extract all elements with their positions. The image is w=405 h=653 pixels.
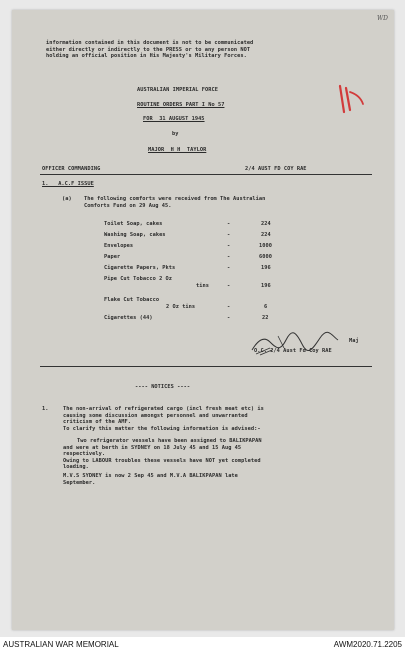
- red-annotation-mark: [334, 82, 366, 116]
- archive-reference-mark: WD: [377, 15, 388, 22]
- notice1-para2-line-3: respectively.: [63, 451, 106, 457]
- comfort-name: Flake Cut Tobacco: [104, 297, 160, 303]
- item1a-text-line-1: The following comforts were received from The Australian: [84, 196, 266, 202]
- by-label: by: [172, 131, 179, 137]
- comfort-dash: -: [227, 265, 231, 271]
- item1-heading: 1. A.C.F ISSUE: [42, 181, 94, 187]
- signature-rank: Maj: [349, 338, 359, 344]
- officer-commanding-label: OFFICER COMMANDING: [42, 166, 101, 172]
- notice1-line-4: To clarify this matter the following information is advised:-: [63, 425, 261, 432]
- comfort-qty: 224: [261, 232, 271, 238]
- notice1-line-3: criticism of the AMF.: [63, 419, 132, 425]
- comfort-dash: -: [227, 254, 231, 260]
- comfort-qty: 6: [264, 303, 268, 310]
- archive-footer: [0, 637, 405, 653]
- security-notice-line-1: information contained in this document is not to be communicated: [46, 40, 254, 46]
- comfort-qty: 196: [261, 265, 271, 271]
- notice1-para2-line-5: loading.: [63, 464, 89, 470]
- item1a-label: (a): [62, 196, 72, 202]
- comfort-dash: -: [227, 221, 231, 227]
- comfort-name-cont: 2 Oz tins: [166, 303, 196, 310]
- comfort-qty: 6000: [259, 254, 272, 260]
- comfort-dash: -: [227, 282, 231, 289]
- force-heading: AUSTRALIAN IMPERIAL FORCE: [137, 87, 218, 93]
- comfort-name: Washing Soap, cakes: [104, 232, 166, 238]
- comfort-name: Cigarette Papers, Pkts: [104, 265, 176, 271]
- notice1-para2-line-7: September.: [63, 479, 96, 486]
- notice1-para2-line-2: and were at berth in SYDNEY on 18 July 45 and 15 Aug 45: [63, 444, 242, 451]
- comfort-dash: -: [227, 303, 231, 310]
- orders-date: FOR 31 AUGUST 1945: [143, 116, 205, 122]
- comfort-dash: -: [227, 232, 231, 238]
- orders-heading: ROUTINE ORDERS PART I No 57: [137, 102, 225, 108]
- comfort-dash: -: [227, 243, 231, 249]
- comfort-qty: 1000: [259, 243, 272, 249]
- comfort-qty: 22: [262, 315, 269, 321]
- notice1-para2-line-6: M.V.S SYDNEY is now 2 Sep 45 and M.V.A BALIKPAPAN late: [63, 473, 238, 479]
- header-divider: [40, 174, 372, 175]
- notice1-para2-line-4: Owing to LABOUR troubles these vessels have NOT yet completed: [63, 457, 261, 464]
- footer-accession-number: AWM2020.71.2205: [333, 640, 402, 649]
- section-divider: [40, 366, 372, 367]
- comfort-name: Pipe Cut Tobacco 2 Oz: [104, 276, 173, 282]
- comfort-name: Toilet Soap, cakes: [104, 221, 163, 227]
- comfort-dash: -: [227, 315, 231, 321]
- comfort-name: Envelopes: [104, 243, 134, 249]
- comfort-name-cont: tins: [196, 282, 209, 289]
- comfort-qty: 224: [261, 221, 271, 227]
- signature-block: O.C. 2/4 Aust Fd Coy RAE: [254, 348, 332, 354]
- comfort-qty: 196: [261, 282, 271, 289]
- footer-institution: AUSTRALIAN WAR MEMORIAL: [3, 640, 119, 649]
- comfort-name: Cigarettes (44): [104, 315, 153, 321]
- notice1-line-2: causing some discussion amongst personnel and unwarranted: [63, 412, 248, 419]
- notice1-para2-line-1: Two refrigerator vessels have been assigned to BALIKPAPAN: [77, 438, 262, 444]
- unit-name: 2/4 AUST FD COY RAE: [245, 166, 307, 172]
- comfort-name: Paper: [104, 254, 121, 260]
- author-name: MAJOR H H TAYLOR: [148, 147, 207, 153]
- notice1-label: 1.: [42, 406, 49, 412]
- security-notice-line-3: holding an official position in His Majesty's Military Forces.: [46, 53, 247, 59]
- notice1-line-1: The non-arrival of refrigerated cargo (incl fresh meat etc) is: [63, 406, 264, 412]
- notices-heading: ---- NOTICES ----: [135, 384, 191, 390]
- item1a-text-line-2: Comforts Fund on 29 Aug 45.: [84, 202, 172, 209]
- security-notice-line-2: either directly or indirectly to the PRESS or to any person NOT: [46, 46, 251, 53]
